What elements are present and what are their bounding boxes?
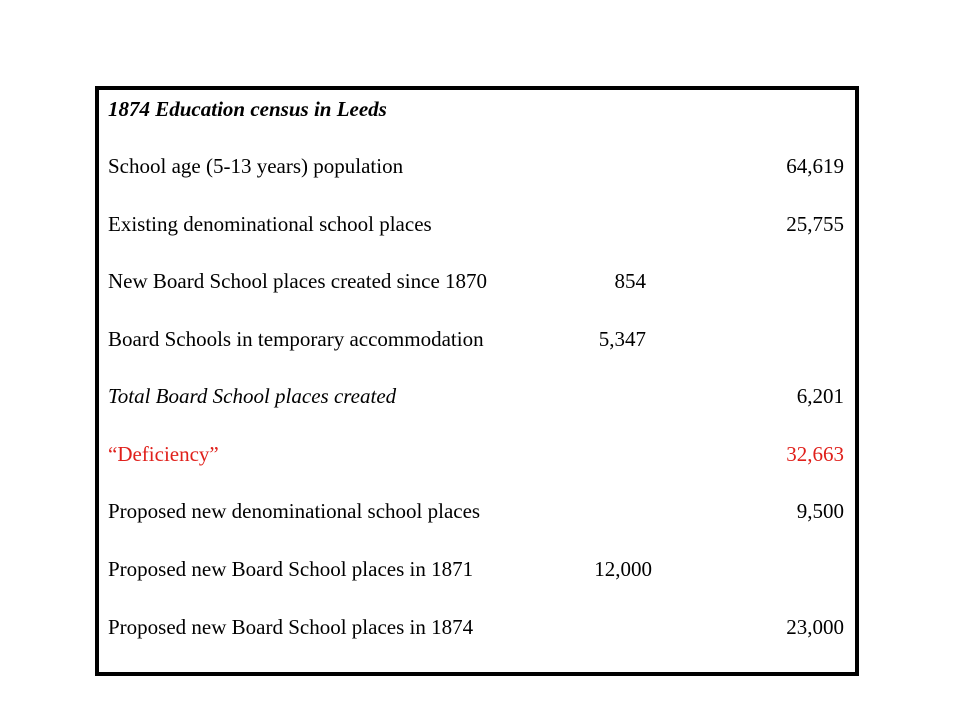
table-row — [0, 326, 960, 352]
table-row — [0, 498, 960, 524]
row-label: New Board School places created since 1870 — [108, 269, 488, 293]
row-label: Proposed new Board School places in 1874 — [108, 615, 474, 639]
row-total: 64,619 — [786, 154, 844, 178]
table-row-deficiency — [0, 441, 960, 467]
row-total: 25,755 — [786, 212, 844, 236]
row-label: Proposed new Board School places in 1871 — [108, 557, 474, 581]
row-label: Board Schools in temporary accommodation — [108, 327, 484, 351]
row-label: Existing denominational school places — [108, 212, 432, 236]
row-label: Total Board School places created — [108, 384, 397, 408]
table-row — [0, 556, 960, 582]
row-total: 23,000 — [786, 615, 844, 639]
table-row — [0, 268, 960, 294]
row-subtotal: 5,347 — [598, 327, 646, 351]
row-label: School age (5-13 years) population — [108, 154, 404, 178]
row-label: “Deficiency” — [108, 442, 219, 466]
row-total: 6,201 — [796, 384, 844, 408]
table-title: 1874 Education census in Leeds — [108, 97, 387, 121]
row-total: 32,663 — [786, 442, 844, 466]
table-row — [0, 383, 960, 409]
table-row — [0, 153, 960, 179]
row-label: Proposed new denominational school places — [108, 499, 481, 523]
row-subtotal: 12,000 — [594, 557, 652, 581]
table-row — [0, 211, 960, 237]
row-total: 9,500 — [796, 499, 844, 523]
table-row — [0, 614, 960, 640]
row-subtotal: 854 — [614, 269, 646, 293]
